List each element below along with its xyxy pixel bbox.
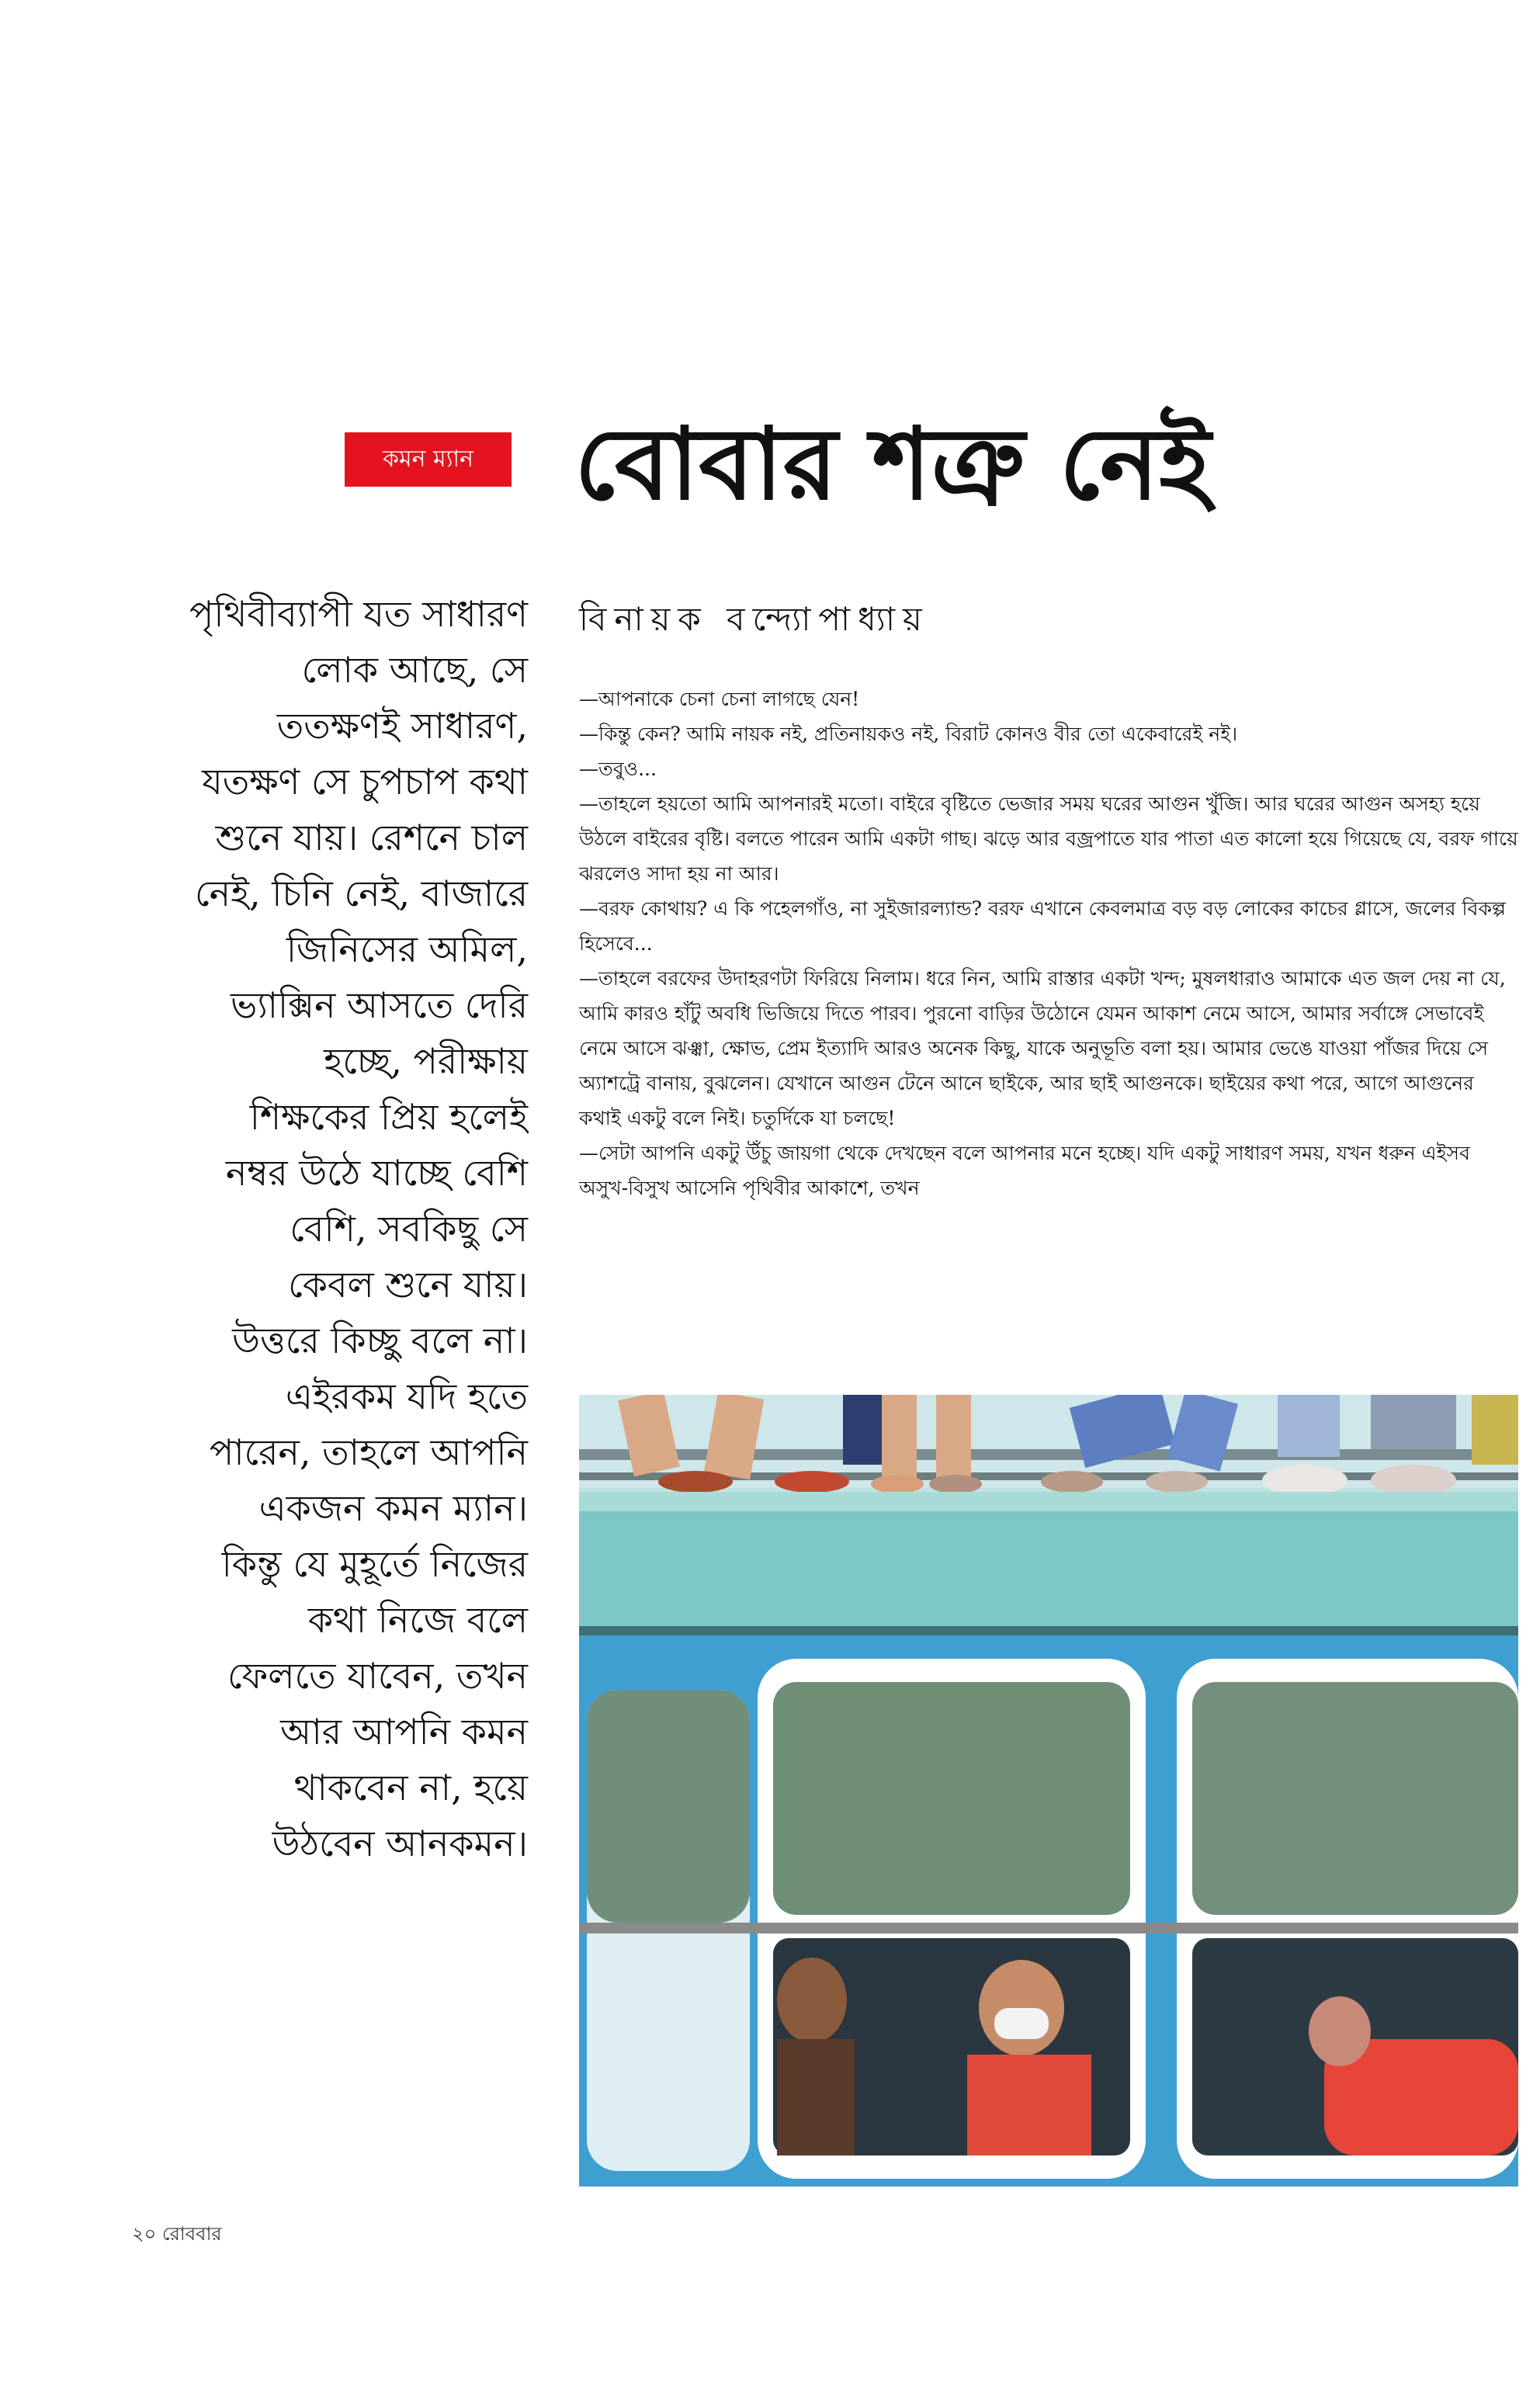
body-paragraph: —বরফ কোথায়? এ কি পহেলগাঁও, না সুইজারল্যান্ড? বরফ এখানে কেবলমাত্র বড় বড় লোকের কাচের গ্লাসে, জলের বিকল্প হিসেবে...	[579, 897, 1506, 955]
pull-quote-line: আর আপনি কমন	[280, 1711, 528, 1753]
pull-quote-line: লোক আছে, সে	[301, 649, 528, 691]
byline: বিনায়ক বন্দ্যোপাধ্যায়	[579, 600, 930, 638]
pull-quote-line: এইরকম যদি হতে	[285, 1375, 528, 1417]
pull-quote-line: পৃথিবীব্যাপী যত সাধারণ	[189, 593, 528, 635]
pull-quote-line: ভ্যাক্সিন আসতে দেরি	[231, 984, 528, 1026]
pull-quote-line: ততক্ষণই সাধারণ,	[276, 705, 528, 747]
article-body	[579, 681, 1518, 1349]
pull-quote-line: কেবল শুনে যায়।	[288, 1264, 528, 1306]
pull-quote-line: নম্বর উঠে যাচ্ছে বেশি	[225, 1152, 528, 1194]
pull-quote-line: জিনিসের অমিল,	[286, 928, 528, 970]
section-tag: কমন ম্যান	[345, 432, 512, 487]
pull-quote-line: কিন্তু যে মুহূর্তে নিজের	[221, 1543, 528, 1585]
pull-quote-line: যতক্ষণ সে চুপচাপ কথা	[202, 761, 528, 803]
pull-quote-line: থাকবেন না, হয়ে	[293, 1767, 528, 1809]
pull-quote-line: শিক্ষকের প্রিয় হলেই	[249, 1096, 528, 1138]
body-paragraph: —তাহলে বরফের উদাহরণটা ফিরিয়ে নিলাম। ধরে নিন, আমি রাস্তার একটা খন্দ; মুষলধারাও আমাকে এত জল দেয় না যে, আমি কারও হাঁটু অবধি ভিজিয়ে দিতে পারব। পুরনো বাড়ির উঠোনে যেমন আকাশ নেমে আসে, আমার সর্বাঙ্গে সেভাবেই নেমে আসে ঝঞ্ঝা, ক্ষোভ, প্রেম ইত্যাদি আরও অনেক কিছু, যাকে অনুভূতি বলা হয়। আমার ভেঙে যাওয়া পাঁজর দিয়ে সে অ্যাশট্রে বানায়, বুঝলেন। যেখানে আগুন টেনে আনে ছাইকে, আর ছাই আগুনকে। ছাইয়ের কথা পরে, আগে আগুনের কথাই একটু বলে নিই। চতুর্দিকে যা চলছে!	[579, 967, 1506, 1129]
pull-quote-line: নেই, চিনি নেই, বাজারে	[194, 872, 528, 914]
body-paragraph: —সেটা আপনি একটু উঁচু জায়গা থেকে দেখছেন বলে আপনার মনে হচ্ছে। যদি একটু সাধারণ সময়, যখন ধরুন এইসব অসুখ-বিসুখ আসেনি পৃথিবীর আকাশে, তখন	[579, 1142, 1470, 1199]
pull-quote-line: কথা নিজে বলে	[307, 1599, 528, 1641]
body-paragraph: —তাহলে হয়তো আমি আপনারই মতো। বাইরে বৃষ্টিতে ভেজার সময় ঘরের আগুন খুঁজি। আর ঘরের আগুন অসহ্য হয়ে উঠলে বাইরের বৃষ্টি। বলতে পারেন আমি একটা গাছ। ঝড়ে আর বজ্রপাতে যার পাতা এত কালো হয়ে গিয়েছে যে, বরফ গায়ে ঝরলেও সাদা হয় না আর।	[579, 792, 1518, 885]
page-folio: ২০ রোববার	[132, 2223, 222, 2245]
pull-quote-line: পারেন, তাহলে আপনি	[210, 1431, 528, 1473]
pull-quote-line: হচ্ছে, পরীক্ষায়	[324, 1040, 528, 1082]
body-paragraph: —কিন্তু কেন? আমি নায়ক নই, প্রতিনায়কও নই, বিরাট কোনও বীর তো একেবারেই নই।	[579, 723, 1238, 745]
pull-quote-line: বেশি, সবকিছু সে	[290, 1208, 528, 1250]
bus-photo	[579, 1395, 1518, 2187]
body-paragraph: —তবুও...	[579, 758, 657, 780]
bus-illustration	[579, 1395, 1518, 2187]
pull-quote	[109, 586, 528, 1906]
pull-quote-line: উঠবেন আনকমন।	[272, 1822, 528, 1864]
pull-quote-line: উত্তরে কিচ্ছু বলে না।	[232, 1320, 528, 1361]
pull-quote-line: ফেলতে যাবেন, তখন	[227, 1655, 528, 1697]
body-paragraph: —আপনাকে চেনা চেনা লাগছে যেন!	[579, 688, 860, 710]
pull-quote-line: একজন কমন ম্যান।	[258, 1487, 528, 1529]
pull-quote-line: শুনে যায়। রেশনে চাল	[215, 817, 528, 858]
headline: বোবার শত্রু নেই	[574, 406, 1211, 522]
